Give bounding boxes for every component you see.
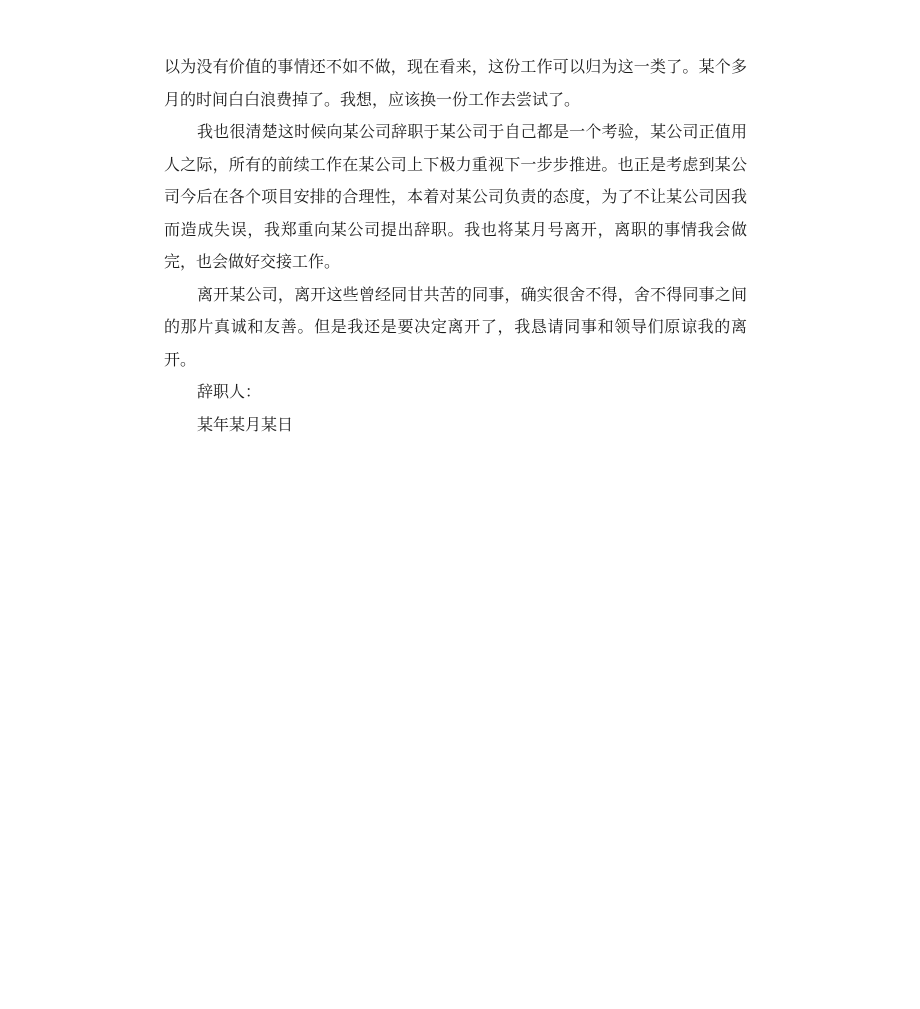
- paragraph-continuation: 以为没有价值的事情还不如不做，现在看来，这份工作可以归为这一类了。某个多月的时间白白浪费掉了。我想，应该换一份工作去尝试了。: [164, 57, 747, 109]
- letter-body: [164, 51, 747, 441]
- paragraph-resignation-reason: 我也很清楚这时候向某公司辞职于某公司于自己都是一个考验，某公司正值用人之际，所有的前续工作在某公司上下极力重视下一步步推进。也正是考虑到某公司今后在各个项目安排的合理性，本着对某公司负责的态度，为了不让某公司因我而造成失误，我郑重向某公司提出辞职。我也将某月号离开，离职的事情我会做完，也会做好交接工作。: [164, 122, 747, 271]
- paragraph-farewell: 离开某公司，离开这些曾经同甘共苦的同事，确实很舍不得，舍不得同事之间的那片真诚和友善。但是我还是要决定离开了，我恳请同事和领导们原谅我的离开。: [164, 284, 747, 369]
- signer-label: 辞职人：: [197, 382, 262, 401]
- date-line: 某年某月某日: [197, 414, 294, 434]
